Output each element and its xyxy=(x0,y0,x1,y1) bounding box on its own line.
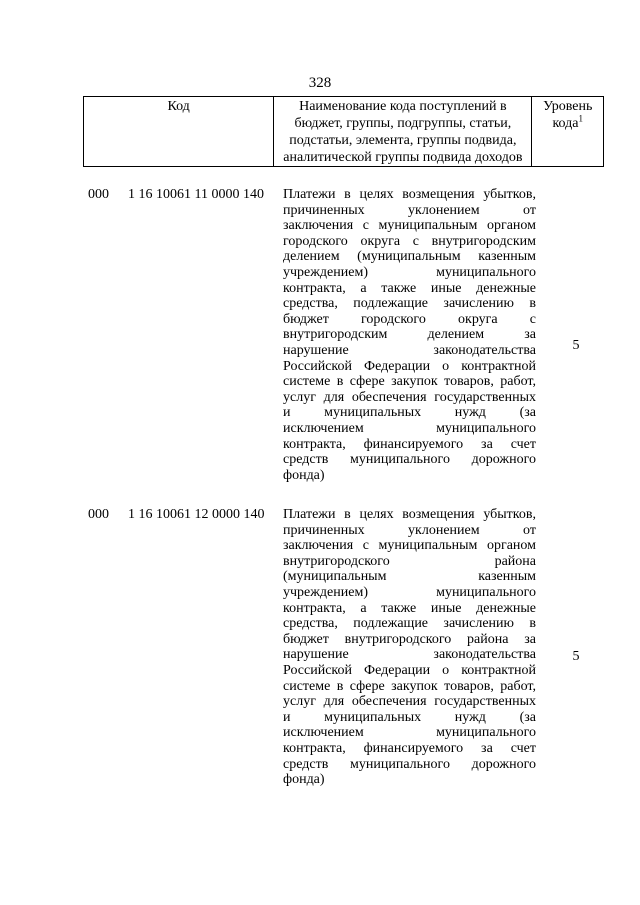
header-name xyxy=(274,97,532,167)
name-line: контракта, финансируемого за счет xyxy=(283,740,536,756)
name-line: бюджет внутригородского района за xyxy=(283,631,536,647)
name-line: системе в сфере закупок товаров, работ, xyxy=(283,374,536,390)
revenue-name xyxy=(283,507,536,788)
name-line: учреждением) муниципального xyxy=(283,584,536,600)
name-line: внутригородским делением за xyxy=(283,327,536,343)
name-line: делением (муниципальным казенным xyxy=(283,249,536,265)
name-line: заключения с муниципальным органом xyxy=(283,538,536,554)
name-line: (муниципальным казенным xyxy=(283,569,536,585)
name-line: контракта, а также иные денежные xyxy=(283,280,536,296)
header-code: Код xyxy=(84,97,274,167)
revenue-code: 1 16 10061 11 0000 140 xyxy=(128,187,264,202)
name-line: исключением муниципального xyxy=(283,725,536,741)
name-line: средства, подлежащие зачислению в xyxy=(283,616,536,632)
page-number: 328 xyxy=(308,75,332,91)
header-level-line1: Уровень xyxy=(543,99,593,114)
name-line: средства, подлежащие зачислению в xyxy=(283,296,536,312)
name-line: городского округа с внутригородским xyxy=(283,233,536,249)
admin-code: 000 xyxy=(88,507,109,522)
name-line: системе в сфере закупок товаров, работ, xyxy=(283,678,536,694)
name-line: учреждением) муниципального xyxy=(283,264,536,280)
footnote-mark: 1 xyxy=(578,113,583,124)
header-name-line: Наименование кода поступлений в xyxy=(299,99,507,114)
header-level-line2 xyxy=(534,115,601,132)
name-line: заключения с муниципальным органом xyxy=(283,218,536,234)
name-line: Платежи в целях возмещения убытков, xyxy=(283,187,536,202)
name-line: средств муниципального дорожного xyxy=(283,452,536,468)
name-line: нарушение законодательства xyxy=(283,342,536,358)
name-line: и муниципальных нужд (за xyxy=(283,405,536,421)
name-line: услуг для обеспечения государственных xyxy=(283,389,536,405)
name-line: и муниципальных нужд (за xyxy=(283,709,536,725)
name-line: исключением муниципального xyxy=(283,420,536,436)
name-line: Платежи в целях возмещения убытков, xyxy=(283,507,536,522)
header-name-line: подстатьи, элемента, группы подвида, xyxy=(289,133,517,148)
table-header xyxy=(83,96,604,167)
name-line: Российской Федерации о контрактной xyxy=(283,662,536,678)
name-line: нарушение законодательства xyxy=(283,647,536,663)
name-line: внутригородского района xyxy=(283,553,536,569)
revenue-code: 1 16 10061 12 0000 140 xyxy=(128,507,265,522)
code-level: 5 xyxy=(572,338,580,353)
name-line: бюджет городского округа с xyxy=(283,311,536,327)
code-level: 5 xyxy=(572,649,580,664)
name-line: причиненных уклонением от xyxy=(283,202,536,218)
admin-code: 000 xyxy=(88,187,109,202)
name-line: причиненных уклонением от xyxy=(283,522,536,538)
header-level xyxy=(532,97,604,167)
name-line: контракта, а также иные денежные xyxy=(283,600,536,616)
name-line: Российской Федерации о контрактной xyxy=(283,358,536,374)
name-line: фонда) xyxy=(283,467,325,483)
name-line: фонда) xyxy=(283,772,325,788)
revenue-name xyxy=(283,187,536,483)
name-line: средств муниципального дорожного xyxy=(283,756,536,772)
header-level-word: кода xyxy=(552,116,579,131)
name-line: контракта, финансируемого за счет xyxy=(283,436,536,452)
name-line: услуг для обеспечения государственных xyxy=(283,694,536,710)
header-name-line: бюджет, группы, подгруппы, статьи, xyxy=(294,116,512,131)
header-name-line: аналитической группы подвида доходов xyxy=(283,150,523,165)
